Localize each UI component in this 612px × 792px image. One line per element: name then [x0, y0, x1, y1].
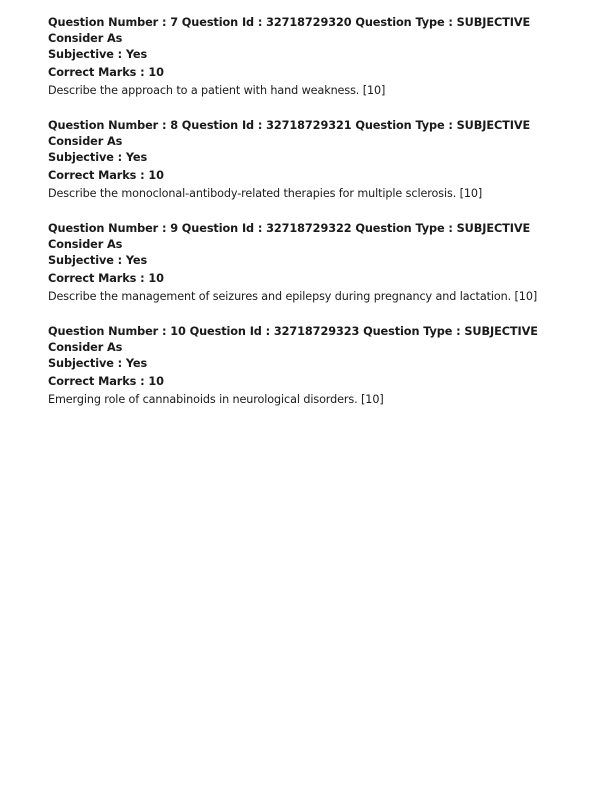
question-block-8 [48, 118, 578, 202]
question-block-7 [48, 15, 578, 99]
correct-marks: Correct Marks : 10 [48, 66, 164, 79]
question-header-line2: Subjective : Yes [48, 151, 148, 164]
question-header-line2: Subjective : Yes [48, 254, 148, 267]
question-text: Describe the management of seizures and epilepsy during pregnancy and lactation. [10] [48, 290, 538, 303]
question-block-10 [48, 324, 578, 408]
question-header-line1: Question Number : 10 Question Id : 32718729323 Question Type : SUBJECTIVE Consider As [48, 325, 538, 354]
question-header-line1: Question Number : 9 Question Id : 32718729322 Question Type : SUBJECTIVE Consider As [48, 222, 531, 251]
question-text: Describe the monoclonal-antibody-related therapies for multiple sclerosis. [10] [48, 187, 483, 200]
question-block-9 [48, 221, 578, 305]
question-header-line1: Question Number : 7 Question Id : 32718729320 Question Type : SUBJECTIVE Consider As [48, 16, 531, 45]
question-header [48, 221, 578, 269]
question-header-line2: Subjective : Yes [48, 48, 148, 61]
correct-marks: Correct Marks : 10 [48, 272, 164, 285]
question-header [48, 118, 578, 166]
correct-marks: Correct Marks : 10 [48, 169, 164, 182]
question-header-line1: Question Number : 8 Question Id : 32718729321 Question Type : SUBJECTIVE Consider As [48, 119, 531, 148]
question-header [48, 15, 578, 63]
question-text: Emerging role of cannabinoids in neurological disorders. [10] [48, 393, 384, 406]
question-header-line2: Subjective : Yes [48, 357, 148, 370]
question-text: Describe the approach to a patient with hand weakness. [10] [48, 84, 386, 97]
document-page [48, 15, 578, 427]
correct-marks: Correct Marks : 10 [48, 375, 164, 388]
question-header [48, 324, 578, 372]
